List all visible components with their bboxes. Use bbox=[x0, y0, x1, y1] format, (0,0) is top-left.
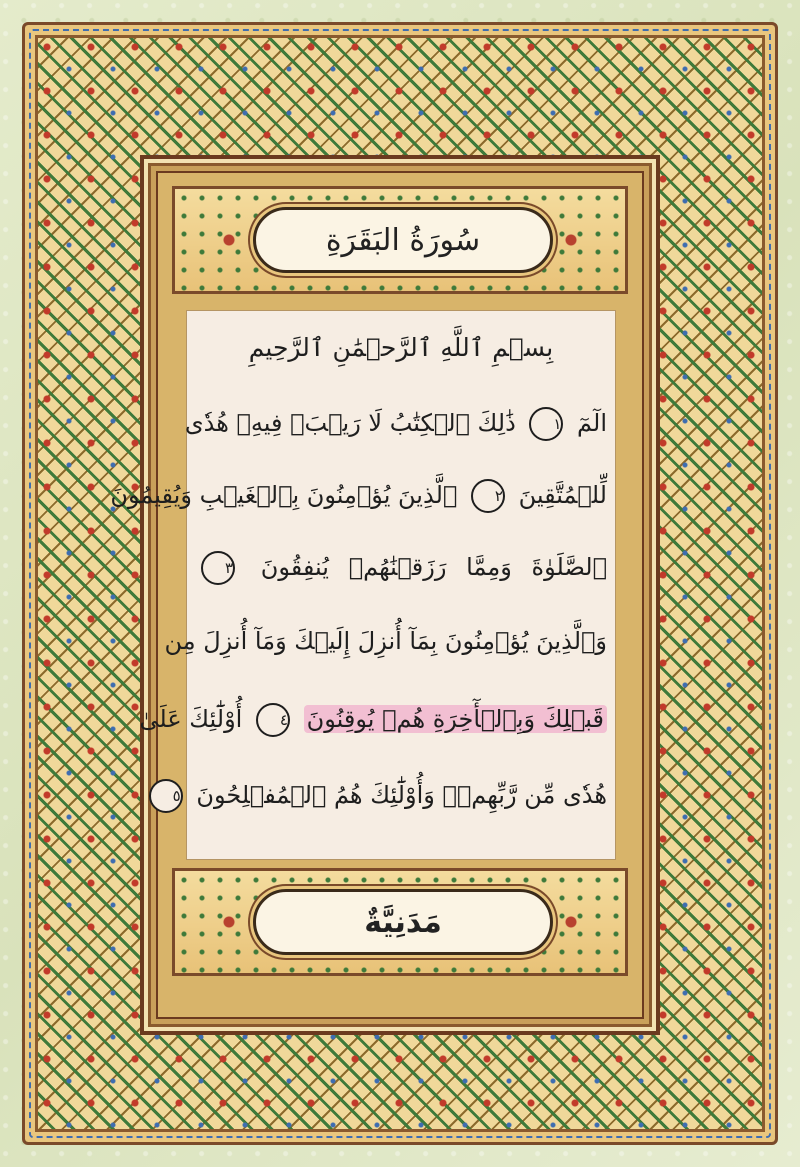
verse-text: ذَٰلِكَ ٱلۡكِتَٰبُ لَا رَيۡبَۛ فِيهِۛ هُدٗى bbox=[184, 409, 516, 437]
verse-text: وَٱلَّذِينَ يُؤۡمِنُونَ بِمَآ أُنزِلَ إِلَيۡكَ وَمَآ أُنزِلَ مِن bbox=[164, 627, 607, 655]
ayah-number-marker: ٣ bbox=[201, 551, 235, 585]
verse-line bbox=[184, 407, 607, 441]
verses-area bbox=[110, 310, 616, 860]
revelation-type: مَدَنِيَّةٌ bbox=[364, 904, 442, 940]
ayah-number-marker: ١ bbox=[529, 407, 563, 441]
revelation-footer-panel bbox=[172, 868, 628, 976]
verse-text: ٱلَّذِينَ يُؤۡمِنُونَ بِٱلۡغَيۡبِ وَيُقِيمُونَ bbox=[110, 481, 458, 509]
verse-text: هُدٗى مِّن رَّبِّهِمۡۖ وَأُوْلَٰٓئِكَ هُمُ ٱلۡمُفۡلِحُونَ bbox=[196, 781, 607, 809]
surah-header-panel bbox=[172, 186, 628, 294]
verse-line bbox=[195, 551, 607, 585]
verse-text: لِّلۡمُتَّقِينَ bbox=[518, 481, 607, 509]
verse-line bbox=[172, 779, 607, 813]
ayah-number-marker: ٥ bbox=[149, 779, 183, 813]
revelation-cartouche bbox=[253, 889, 553, 955]
verse-text: قَبۡلِكَ وَبِٱلۡأٓخِرَةِ هُمۡ يُوقِنُونَ bbox=[304, 705, 607, 733]
verse-text: الٓمٓ bbox=[577, 409, 607, 437]
basmala: بِسۡمِ ٱللَّهِ ٱلرَّحۡمَٰنِ ٱلرَّحِيمِ bbox=[248, 333, 554, 362]
ayah-number-marker: ٢ bbox=[471, 479, 505, 513]
surah-title-cartouche bbox=[253, 207, 553, 273]
surah-title: سُورَةُ البَقَرَةِ bbox=[325, 222, 481, 258]
verse-line bbox=[139, 703, 607, 737]
verse-text: ٱلصَّلَوٰةَ وَمِمَّا رَزَقۡنَٰهُمۡ يُنفِقُونَ bbox=[260, 553, 607, 581]
ayah-number-marker: ٤ bbox=[256, 703, 290, 737]
verse-line bbox=[164, 627, 607, 655]
verse-line bbox=[110, 479, 607, 513]
verse-text: أُوْلَٰٓئِكَ عَلَىٰ bbox=[139, 705, 243, 733]
